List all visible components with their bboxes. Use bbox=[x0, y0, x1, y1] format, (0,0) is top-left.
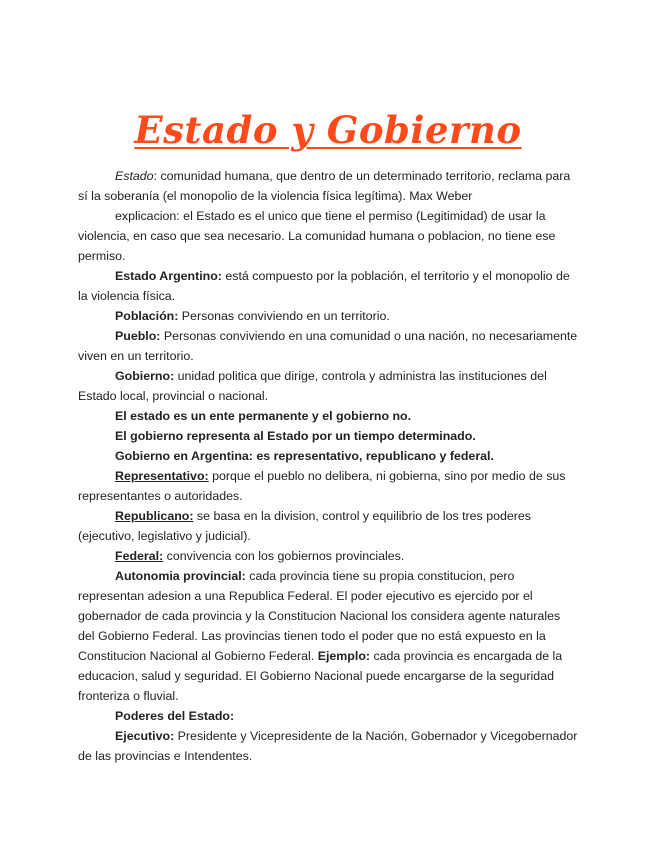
text-pueblo: Personas conviviendo en una comunidad o una nación, no necesariamente viven en un territorio. bbox=[78, 329, 578, 363]
paragraph-representativo bbox=[78, 466, 578, 506]
paragraph-poblacion bbox=[78, 306, 578, 326]
term-ejemplo: Ejemplo: bbox=[317, 649, 371, 663]
paragraph-ejecutivo bbox=[78, 726, 578, 766]
term-federal: Federal: bbox=[115, 549, 164, 563]
text-federal: convivencia con los gobiernos provinciales. bbox=[163, 549, 405, 563]
term-autonomia-provincial: Autonomia provincial: bbox=[115, 569, 246, 583]
text-ejecutivo: Presidente y Vicepresidente de la Nación, Gobernador y Vicegobernador de las provincias e Intendentes. bbox=[78, 729, 578, 763]
term-gobierno: Gobierno: bbox=[115, 369, 175, 383]
term-estado-argentino: Estado Argentino: bbox=[115, 269, 222, 283]
term-representativo: Representativo: bbox=[115, 469, 209, 483]
text-ejemplo: cada provincia es encargada de la educacion, salud y seguridad. El Gobierno Nacional puede encargarse de la seguridad fronteriza o fluvial. bbox=[78, 649, 563, 703]
term-pueblo: Pueblo: bbox=[115, 329, 161, 343]
paragraph-gobierno bbox=[78, 366, 578, 406]
paragraph-poderes-del-estado: Poderes del Estado: bbox=[115, 709, 235, 723]
text-estado: : comunidad humana, que dentro de un determinado territorio, reclama para sí la soberanía (el monopolio de la violencia física legítima). Max Weber bbox=[78, 169, 571, 203]
paragraph-explicacion bbox=[78, 206, 578, 266]
term-republicano: Republicano: bbox=[115, 509, 194, 523]
document-title: Estado y Gobierno bbox=[134, 108, 522, 152]
text-republicano: se basa en la division, control y equilibrio de los tres poderes (ejecutivo, legislativo y judicial). bbox=[78, 509, 531, 543]
text-estado-argentino: está compuesto por la población, el territorio y el monopolio de la violencia física. bbox=[78, 269, 570, 303]
paragraph-estado bbox=[78, 166, 578, 206]
paragraph-gobierno-representa: El gobierno representa al Estado por un tiempo determinado. bbox=[115, 429, 476, 443]
term-poblacion: Población: bbox=[115, 309, 179, 323]
paragraph-estado-permanente: El estado es un ente permanente y el gobierno no. bbox=[115, 409, 412, 423]
paragraph-republicano bbox=[78, 506, 578, 546]
text-representativo: porque el pueblo no delibera, ni gobierna, sino por medio de sus representantes o autoridades. bbox=[78, 469, 566, 503]
document-page bbox=[78, 108, 578, 766]
text-autonomia-provincial: cada provincia tiene su propia constitucion, pero representan adesion a una Republica Federal. El poder ejecutivo es ejercido por el gobernador de cada provincia y la Constitucion Nacional los considera agente naturales del Gobierno Federal. Las provincias tienen todo el poder que no está expuesto en la Constitucion Nacional al Gobierno Federal. bbox=[78, 569, 561, 663]
term-ejecutivo: Ejecutivo: bbox=[115, 729, 175, 743]
text-explicacion: explicacion: el Estado es el unico que tiene el permiso (Legitimidad) de usar la violencia, en caso que sea necesario. La comunidad humana o poblacion, no tiene ese permiso. bbox=[78, 209, 556, 263]
term-estado: Estado bbox=[115, 169, 154, 183]
paragraph-pueblo bbox=[78, 326, 578, 366]
paragraph-autonomia-provincial bbox=[78, 566, 578, 706]
text-poblacion: Personas conviviendo en un territorio. bbox=[178, 309, 390, 323]
paragraph-gobierno-argentina: Gobierno en Argentina: es representativo, republicano y federal. bbox=[115, 449, 494, 463]
paragraph-estado-argentino bbox=[78, 266, 578, 306]
paragraph-federal bbox=[78, 546, 578, 566]
text-gobierno: unidad politica que dirige, controla y administra las instituciones del Estado local, provincial o nacional. bbox=[78, 369, 547, 403]
